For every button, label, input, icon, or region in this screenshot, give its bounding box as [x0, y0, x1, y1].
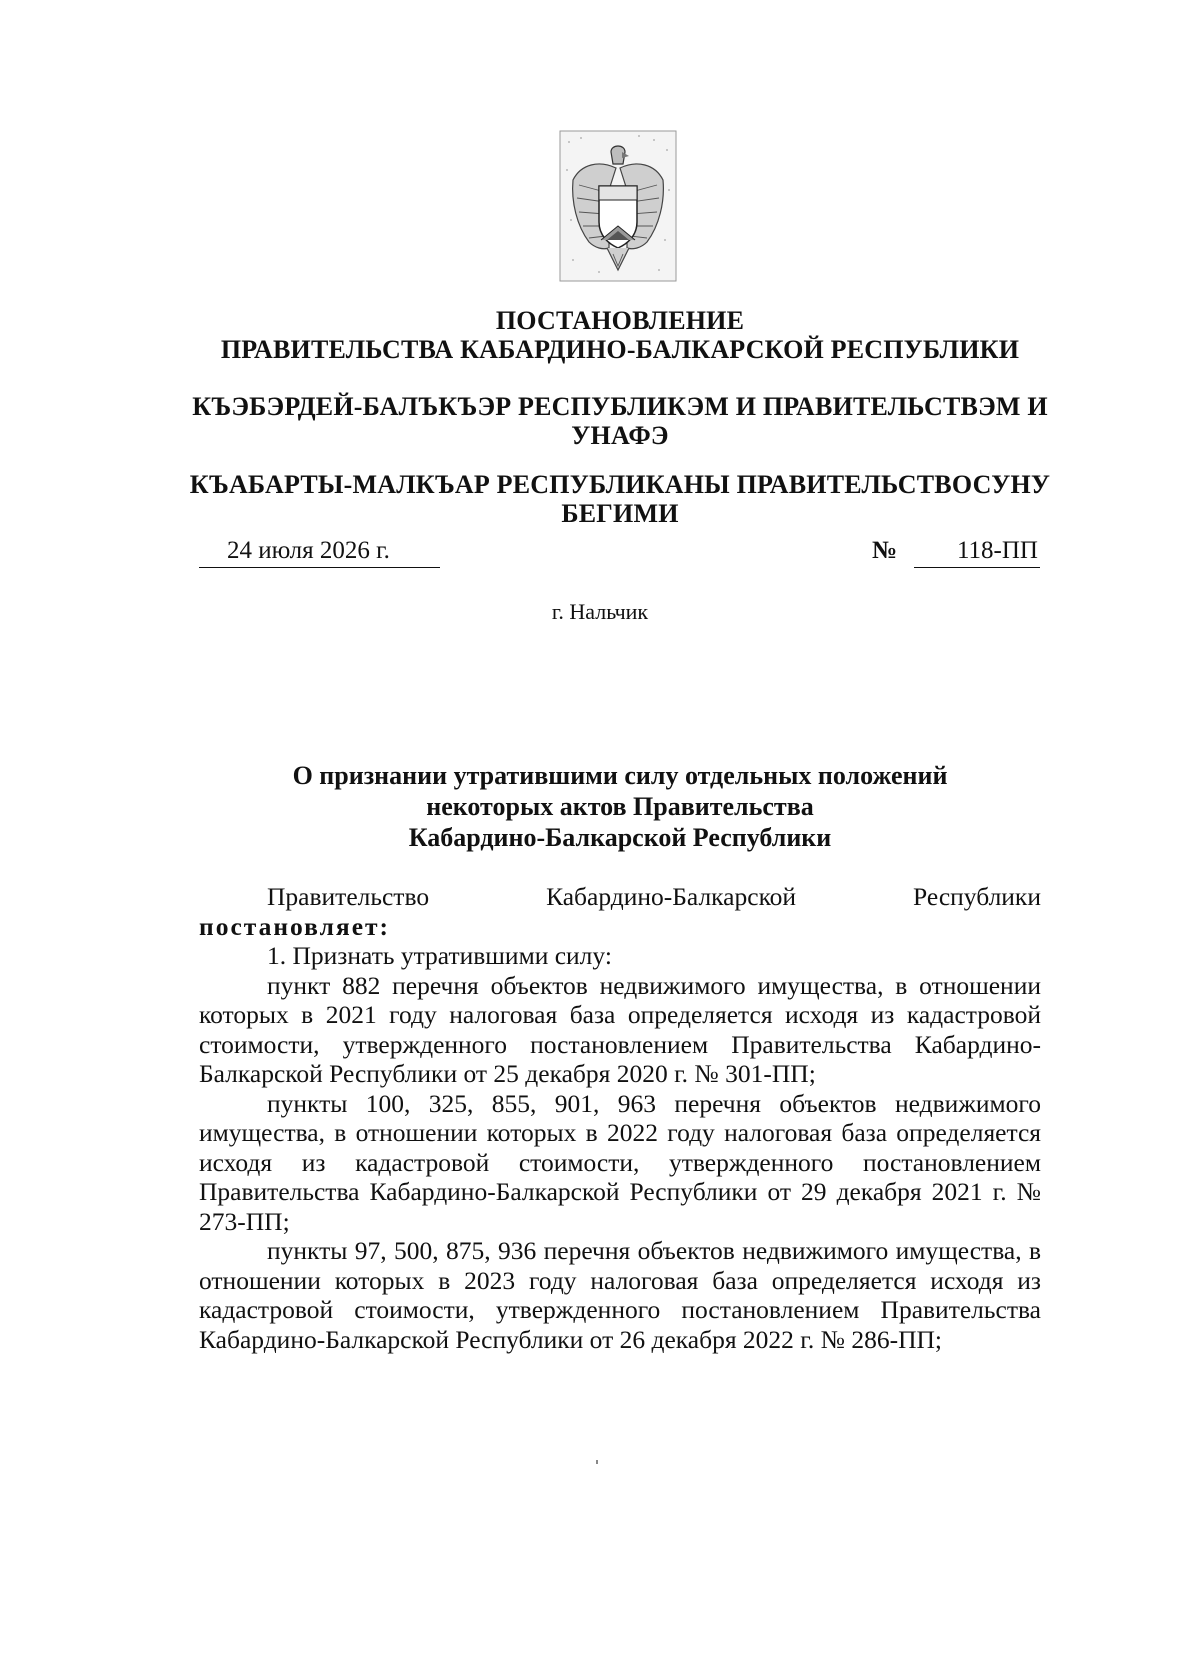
paragraph-2022-list: пункты 100, 325, 855, 901, 963 перечня объектов недвижимого имущества, в отношении которых в 2022 году налоговая база определяется исходя из кадастровой стоимости, утвержденного постановлением Правительства Кабардино-Балкарской Республики от 29 декабря 2021 г. № 273-ПП; — [199, 1088, 1041, 1236]
balkar-heading-line2: БЕГИМИ — [561, 499, 679, 528]
enacting-word-republic: Республики — [913, 882, 1041, 911]
paragraph-2023-list: пункты 97, 500, 875, 936 перечня объектов недвижимого имущества, в отношении которых в 2023 году налоговая база определяется исходя из кадастровой стоимости, утвержденного постановлением Правительства Кабардино-Балкарской Республики от 26 декабря 2022 г. № 286-ПП; — [199, 1236, 1041, 1354]
coat-of-arms-emblem — [559, 130, 677, 282]
scan-speck — [596, 1460, 598, 1464]
balkar-heading-line1: КЪАБАРТЫ-МАЛКЪАР РЕСПУБЛИКАНЫ ПРАВИТЕЛЬСТВОСУНУ — [189, 470, 1051, 499]
enacting-word-government: Правительство — [267, 882, 430, 911]
kabardian-heading-line2: УНАФЭ — [571, 421, 669, 450]
enacting-clause — [199, 882, 1041, 912]
item-1: 1. Признать утратившими силу: — [267, 941, 612, 970]
heading-line-government: ПРАВИТЕЛЬСТВА КАБАРДИНО-БАЛКАРСКОЙ РЕСПУБЛИКИ — [220, 335, 1020, 364]
document-date: 24 июля 2026 г. — [199, 534, 440, 568]
place-of-issue: г. Нальчик — [551, 599, 649, 624]
document-type-heading — [180, 306, 1060, 364]
enacting-word-republic-name: Кабардино-Балкарской — [546, 882, 797, 911]
document-subject — [180, 760, 1060, 853]
kabardian-heading — [180, 392, 1060, 450]
document-number: 118-ПП — [914, 534, 1040, 568]
subject-line3: Кабардино-Балкарской Республики — [408, 823, 832, 852]
number-sign: № — [872, 537, 898, 564]
balkar-heading — [180, 470, 1060, 528]
subject-line2: некоторых актов Правительства — [426, 792, 814, 821]
document-body — [199, 882, 1041, 1354]
decrees-word: постановляет: — [199, 911, 391, 941]
subject-line1: О признании утратившими силу отдельных положений — [292, 761, 948, 790]
heading-line-decree: ПОСТАНОВЛЕНИЕ — [495, 306, 745, 335]
paragraph-2021-list: пункт 882 перечня объектов недвижимого имущества, в отношении которых в 2021 году налоговая база определяется исходя из кадастровой стоимости, утвержденного постановлением Правительства Кабардино-Балкарской Республики от 25 декабря 2020 г. № 301-ПП; — [199, 970, 1041, 1088]
kabardian-heading-line1: КЪЭБЭРДЕЙ-БАЛЪКЪЭР РЕСПУБЛИКЭМ И ПРАВИТЕЛЬСТВЭМ И — [192, 392, 1048, 421]
